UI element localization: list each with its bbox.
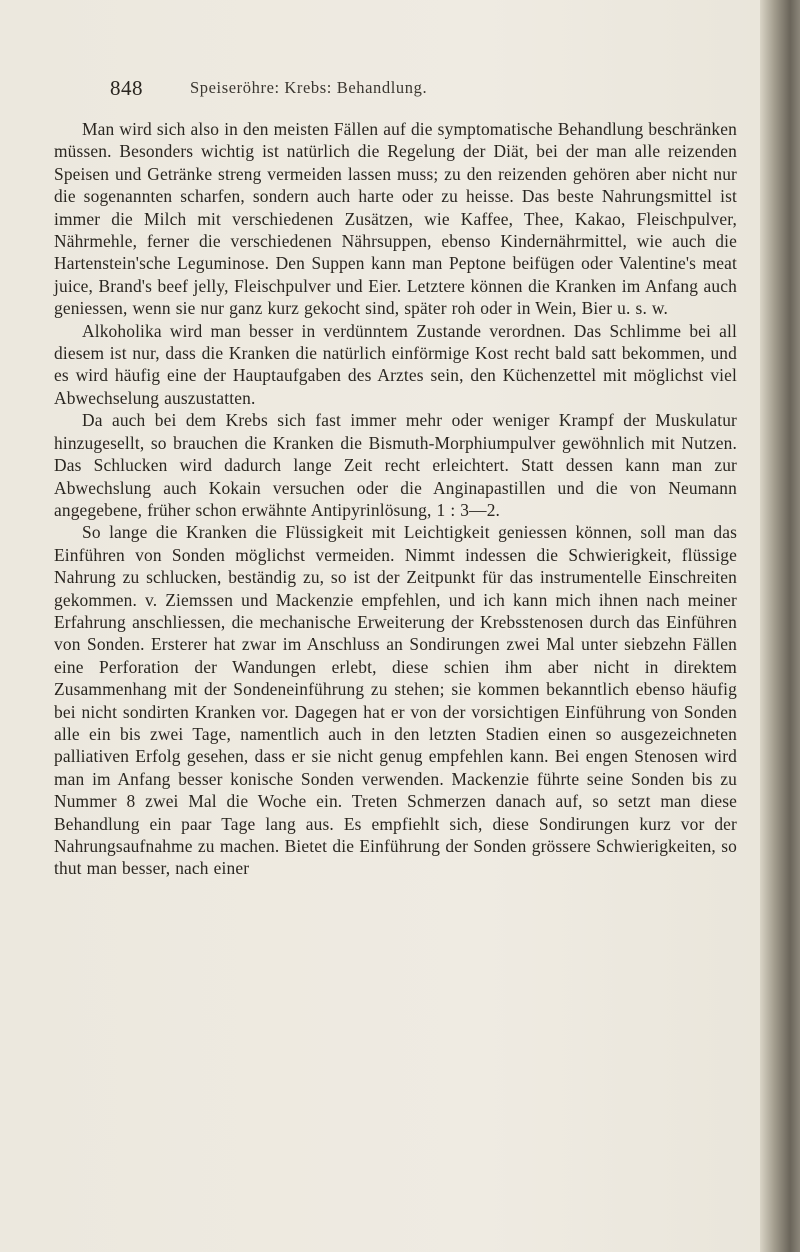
- page-number: 848: [110, 76, 143, 100]
- page-edge-shadow: [760, 0, 800, 1252]
- running-title: Speiseröhre: Krebs: Behandlung.: [190, 78, 428, 97]
- paragraph-cramp: Da auch bei dem Krebs sich fast immer mehr oder weniger Krampf der Muskulatur hinzugesellt, so brauchen die Kranken die Bismuth-Morphiumpulver gewöhnlich mit Nutzen. Das Schlucken wird dadurch lange Zeit recht erleichtert. Statt dessen kann man zur Abwechslung auch Kokain versuchen oder die Anginapastillen und die von Neumann angegebene, früher schon erwähnte Antipyrinlösung, 1 : 3—2.: [54, 410, 737, 520]
- page-header: [110, 76, 710, 104]
- paragraph-probes: So lange die Kranken die Flüssigkeit mit Leichtigkeit geniessen können, soll man das Einführen von Sonden möglichst vermeiden. Nimmt indessen die Schwierigkeit, flüssige Nahrung zu schlucken, beständig zu, so ist der Zeitpunkt für das instrumentelle Einschreiten gekommen. v. Ziemssen und Mackenzie empfehlen, und ich kann mich ihnen nach meiner Erfahrung anschliessen, die mechanische Erweiterung der Krebsstenosen durch das Einführen von Sonden. Ersterer hat zwar im Anschluss an Sondirungen zwei Mal unter siebzehn Fällen eine Perforation der Wandungen erlebt, diese schien ihm aber nicht in direktem Zusammenhang mit der Sondeneinführung zu stehen; sie kommen bekanntlich ebenso häufig bei nicht sondirten Kranken vor. Dagegen hat er von der vorsichtigen Einführung von Sonden alle ein bis zwei Tage, namentlich auch in den letzten Stadien einen so ausgezeichneten palliativen Erfolg gesehen, dass er sie nicht genug empfehlen kann. Bei engen Stenosen wird man im Anfang besser konische Sonden verwenden. Mackenzie führte seine Sonden bis zu Nummer 8 zwei Mal die Woche ein. Treten Schmerzen danach auf, so setzt man diese Behandlung ein paar Tage lang aus. Es empfiehlt sich, diese Sondirungen kurz vor der Nahrungsaufnahme zu machen. Bietet die Einführung der Sonden grössere Schwierigkeiten, so thut man besser, nach einer: [54, 522, 737, 879]
- paragraph-diet: Man wird sich also in den meisten Fällen auf die symptomatische Behandlung beschränken müssen. Besonders wichtig ist natürlich die Regelung der Diät, bei der man alle reizenden Speisen und Getränke streng vermeiden lassen muss; zu den reizenden gehören aber nicht nur die sogenannten scharfen, sondern auch harte oder zu heisse. Das beste Nahrungsmittel ist immer die Milch mit verschiedenen Zusätzen, wie Kaffee, Thee, Kakao, Fleischpulver, Nährmehle, ferner die verschiedenen Nährsuppen, ebenso Kindernährmittel, wie auch die Hartenstein'sche Leguminose. Den Suppen kann man Peptone beifügen oder Valentine's meat juice, Brand's beef jelly, Fleischpulver und Eier. Letztere können die Kranken im Anfang auch geniessen, wenn sie nur ganz kurz gekocht sind, später roh oder in Wein, Bier u. s. w.: [54, 119, 737, 319]
- paragraph-alcohol: Alkoholika wird man besser in verdünntem Zustande verordnen. Das Schlimme bei all diesem ist nur, dass die Kranken die natürlich einförmige Kost recht bald satt bekommen, und es wird häufig eine der Hauptaufgaben des Arztes sein, den Küchenzettel mit möglichst viel Abwechselung auszustatten.: [54, 320, 737, 408]
- body-text: [54, 118, 737, 880]
